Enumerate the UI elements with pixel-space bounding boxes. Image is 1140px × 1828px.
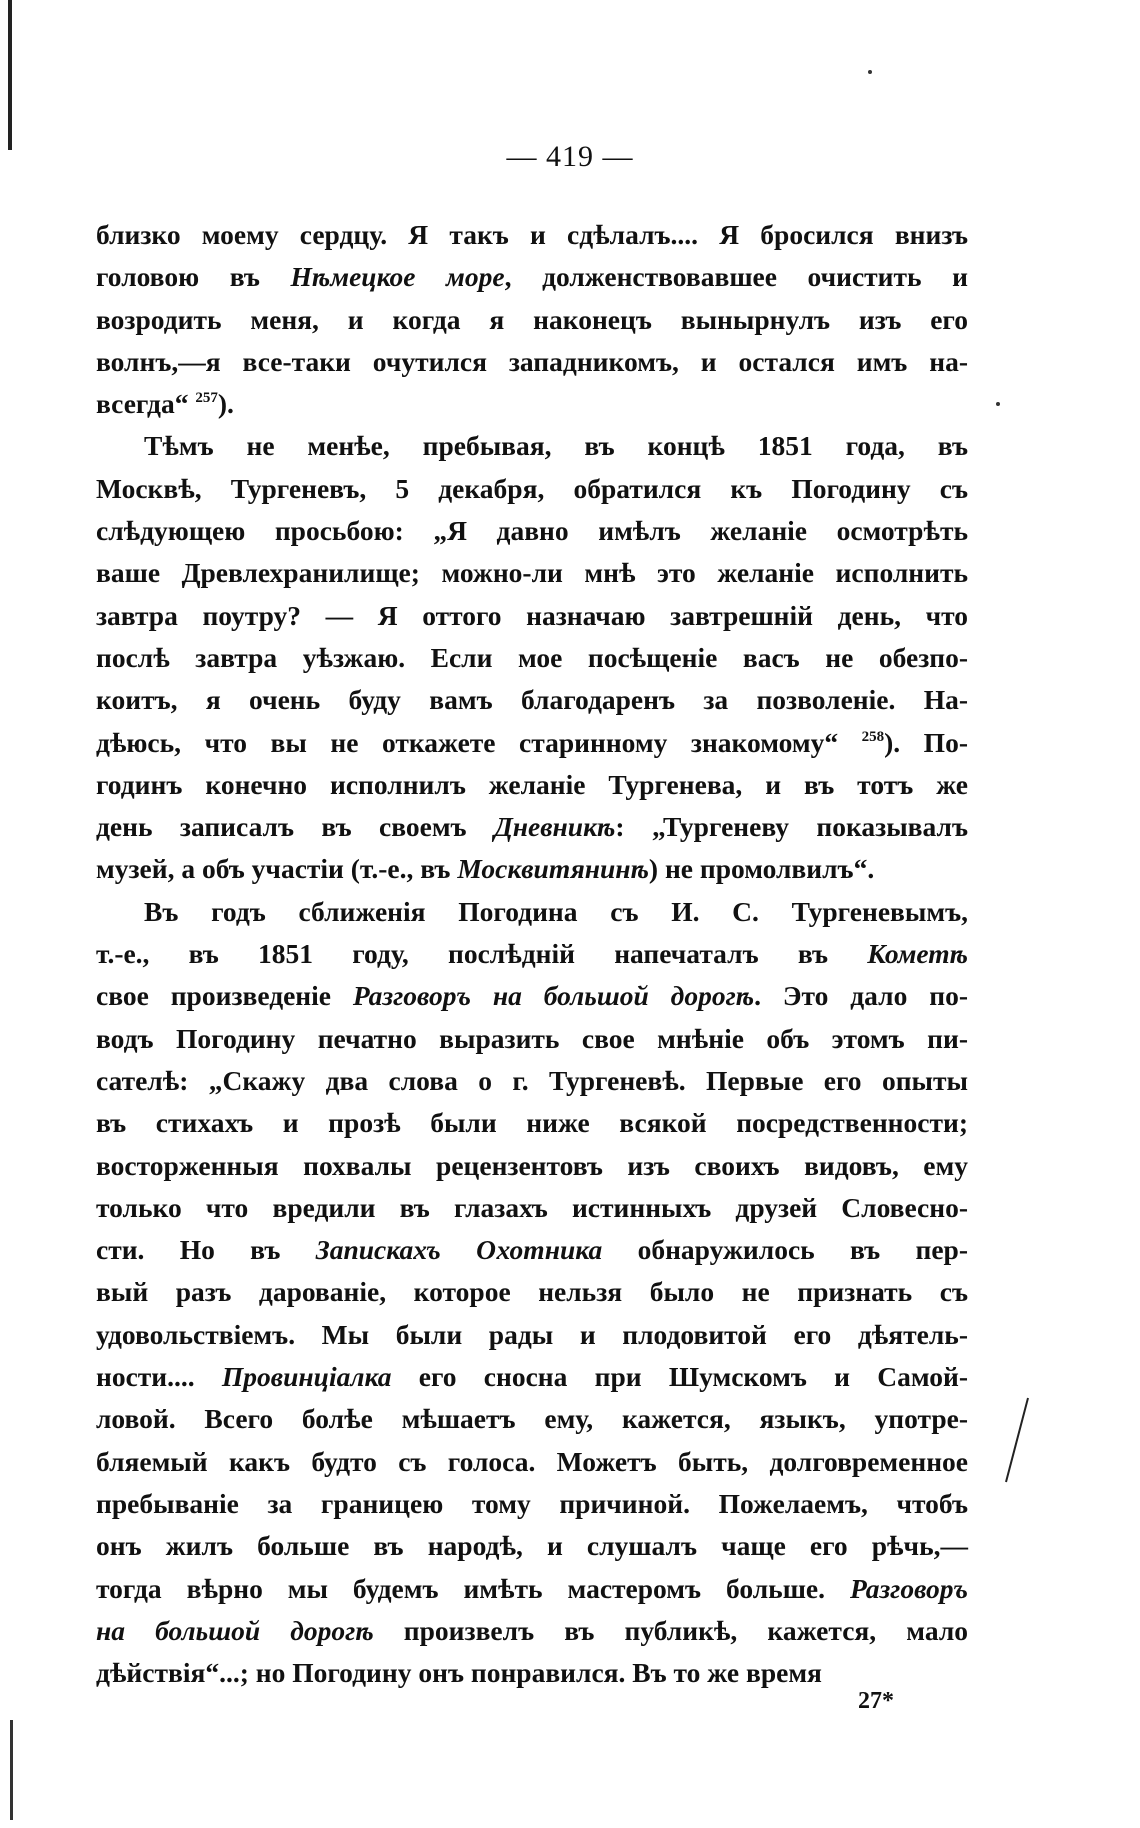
text-segment: онъ жилъ больше въ народѣ, и слушалъ чаще его рѣчь,— bbox=[96, 1530, 968, 1562]
text-segment: послѣ завтра уѣзжаю. Если мое посѣщеніе васъ не обезпо- bbox=[96, 641, 968, 673]
text-segment: годинъ конечно исполнилъ желаніе Тургенева, и въ тотъ же bbox=[96, 768, 968, 800]
italic-title: на большой дорогѣ bbox=[96, 1614, 374, 1646]
text-segment: обнаружилось въ пер- bbox=[602, 1234, 969, 1266]
text-line bbox=[96, 552, 968, 594]
text-line bbox=[96, 1356, 968, 1398]
text-segment: завтра поутру? — Я оттого назначаю завтрешній день, что bbox=[96, 599, 968, 631]
text-line bbox=[96, 1187, 968, 1229]
text-segment: сателѣ: „Скажу два слова о г. Тургеневѣ. Первые его опыты bbox=[96, 1064, 968, 1096]
text-segment: ности.... bbox=[96, 1361, 222, 1393]
italic-title: Москвитянинѣ bbox=[457, 853, 649, 885]
text-line bbox=[96, 637, 968, 679]
text-line bbox=[96, 679, 968, 721]
text-segment: дѣйствія“...; но Погодину онъ понравился. Въ то же время bbox=[96, 1657, 822, 1689]
text-line bbox=[96, 1398, 968, 1440]
pencil-margin-mark-icon bbox=[1002, 1396, 1032, 1486]
text-segment: свое произведеніе bbox=[96, 980, 353, 1012]
text-line bbox=[96, 1610, 968, 1652]
text-line bbox=[96, 933, 968, 975]
text-line bbox=[96, 722, 968, 764]
sheet-signature: 27* bbox=[858, 1688, 894, 1714]
text-line bbox=[96, 383, 968, 425]
footnote-ref: 257 bbox=[195, 390, 218, 407]
text-segment: всегда“ bbox=[96, 388, 196, 420]
italic-title: Кометѣ bbox=[867, 938, 968, 970]
italic-title: Нѣмецкое море bbox=[290, 261, 505, 293]
text-segment: сти. Но въ bbox=[96, 1234, 316, 1266]
text-line bbox=[96, 891, 968, 933]
text-segment: ). bbox=[217, 388, 234, 420]
text-segment: т.-е., въ 1851 году, послѣдній напечаталъ въ bbox=[96, 938, 868, 970]
text-segment: ваше Древлехранилище; можно-ли мнѣ это желаніе исполнить bbox=[96, 557, 968, 589]
text-segment: произвелъ въ публикѣ, кажется, мало bbox=[373, 1614, 968, 1646]
italic-title: Дневникѣ bbox=[494, 811, 616, 843]
text-segment: , долженствовавшее очистить и bbox=[504, 261, 968, 293]
text-line bbox=[96, 1568, 968, 1610]
text-segment: возродить меня, и когда я наконецъ вынырнулъ изъ его bbox=[96, 303, 968, 335]
text-line bbox=[96, 214, 968, 256]
text-segment: удовольствіемъ. Мы были рады и плодовитой его дѣятель- bbox=[96, 1318, 968, 1350]
page-edge-mark bbox=[8, 0, 12, 150]
footnote-ref: 258 bbox=[861, 728, 885, 745]
text-line bbox=[96, 1060, 968, 1102]
italic-title: Разговоръ bbox=[849, 1572, 968, 1604]
text-segment: его сносна при Шумскомъ и Самой- bbox=[391, 1361, 968, 1393]
text-line bbox=[96, 1229, 968, 1271]
text-segment: Тѣмъ не менѣе, пребывая, въ концѣ 1851 года, въ bbox=[144, 430, 968, 462]
text-segment: въ стихахъ и прозѣ были ниже всякой посредственности; bbox=[96, 1107, 968, 1139]
text-segment: вый разъ дарованіе, которое нельзя было не признать съ bbox=[96, 1276, 968, 1308]
page-edge-mark-lower bbox=[10, 1720, 13, 1820]
text-segment: . Это дало по- bbox=[754, 980, 968, 1012]
text-segment: ловой. Всего болѣе мѣшаетъ ему, кажется, языкъ, употре- bbox=[96, 1403, 968, 1435]
italic-title: Разговоръ на большой дорогѣ bbox=[352, 980, 755, 1012]
italic-title: Провинціалка bbox=[221, 1361, 392, 1393]
text-line bbox=[96, 595, 968, 637]
text-segment: волнъ,—я все-таки очутился западникомъ, и остался имъ на- bbox=[96, 345, 968, 377]
text-segment: слѣдующею просьбою: „Я давно имѣлъ желаніе осмотрѣть bbox=[96, 515, 968, 547]
text-segment: Въ годъ сближенія Погодина съ И. С. Тургеневымъ, bbox=[144, 895, 968, 927]
text-line bbox=[96, 341, 968, 383]
text-segment: водъ Погодину печатно выразить свое мнѣніе объ этомъ пи- bbox=[96, 1022, 968, 1054]
text-segment: ). По- bbox=[884, 726, 968, 758]
text-line bbox=[96, 1102, 968, 1144]
text-line bbox=[96, 848, 968, 890]
scan-speck bbox=[996, 402, 1000, 406]
scan-speck bbox=[868, 70, 872, 74]
text-line bbox=[96, 1018, 968, 1060]
text-line bbox=[96, 1483, 968, 1525]
text-segment: пребываніе за границею тому причиной. Пожелаемъ, чтобъ bbox=[96, 1487, 968, 1519]
text-line bbox=[96, 1441, 968, 1483]
text-line bbox=[96, 1145, 968, 1187]
text-segment: восторженныя похвалы рецензентовъ изъ своихъ видовъ, ему bbox=[96, 1149, 968, 1181]
page-number: — 419 — bbox=[506, 140, 634, 173]
text-line bbox=[96, 256, 968, 298]
text-line bbox=[96, 510, 968, 552]
text-segment: бляемый какъ будто съ голоса. Можетъ быть, долговременное bbox=[96, 1445, 968, 1477]
text-segment: музей, а объ участіи (т.-е., въ bbox=[96, 853, 458, 885]
text-line bbox=[96, 764, 968, 806]
body-text bbox=[96, 214, 968, 1694]
text-line bbox=[96, 1525, 968, 1567]
text-line bbox=[96, 1271, 968, 1313]
italic-title: Запискахъ Охотника bbox=[315, 1234, 603, 1266]
text-segment: : „Тургеневу показывалъ bbox=[615, 811, 968, 843]
text-line bbox=[96, 1652, 968, 1694]
text-segment: день записалъ въ своемъ bbox=[96, 811, 494, 843]
text-segment: дѣюсь, что вы не откажете старинному знакомому“ bbox=[96, 726, 862, 758]
text-segment: головою въ bbox=[96, 261, 291, 293]
text-segment: коитъ, я очень буду вамъ благодаренъ за позволеніе. На- bbox=[96, 684, 968, 716]
text-line bbox=[96, 1314, 968, 1356]
text-segment: только что вредили въ глазахъ истинныхъ друзей Словесно- bbox=[96, 1191, 968, 1223]
text-segment: близко моему сердцу. Я такъ и сдѣлалъ.... Я бросился внизъ bbox=[96, 219, 968, 250]
text-segment: Москвѣ, Тургеневъ, 5 декабря, обратился къ Погодину съ bbox=[96, 472, 968, 504]
text-line bbox=[96, 975, 968, 1017]
text-line bbox=[96, 299, 968, 341]
text-segment: тогда вѣрно мы будемъ имѣть мастеромъ больше. bbox=[96, 1572, 850, 1604]
text-line bbox=[96, 806, 968, 848]
text-line bbox=[96, 468, 968, 510]
text-segment: ) не промолвилъ“. bbox=[648, 853, 875, 885]
text-line bbox=[96, 425, 968, 467]
